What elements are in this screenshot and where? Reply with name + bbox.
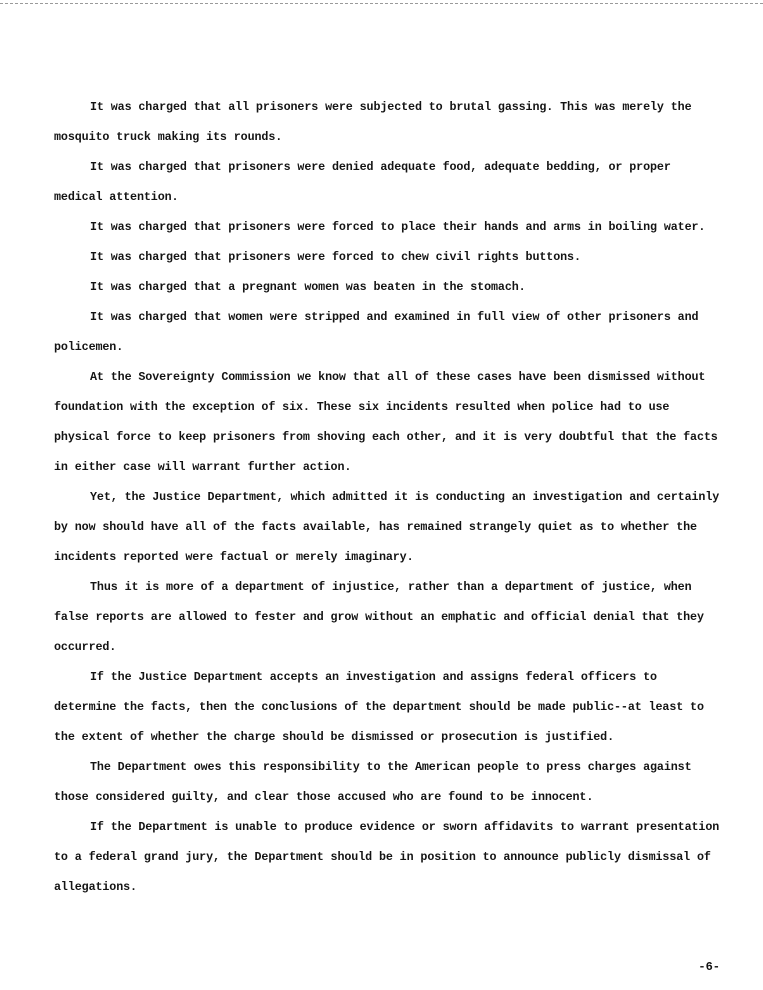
paragraph-stripped: It was charged that women were stripped and examined in full view of other prisoners and policemen. [54,310,699,354]
page-top-edge [0,0,763,4]
paragraph-injustice: Thus it is more of a department of injustice, rather than a department of justice, when false reports are allowed to fester and grow without an emphatic and official denial that they occurred. [54,580,704,654]
page-number: -6- [698,960,720,974]
paragraph-responsibility: The Department owes this responsibility to the American people to press charges against those considered guilty, and clear those accused who are found to be innocent. [54,760,692,804]
paragraph-gassing: It was charged that all prisoners were subjected to brutal gassing. This was merely the mosquito truck making its rounds. [54,100,692,144]
paragraph-boiling-water: It was charged that prisoners were forced to place their hands and arms in boiling water. [90,220,706,234]
paragraph-food: It was charged that prisoners were denied adequate food, adequate bedding, or proper medical attention. [54,160,671,204]
document-body [54,92,726,902]
paragraph-sovereignty-commission: At the Sovereignty Commission we know that all of these cases have been dismissed without foundation with the exception of six. These six incidents resulted when police had to use physical force to keep prisoners from shoving each other, and it is very doubtful that the facts in either case will warrant further action. [54,370,718,474]
paragraph-justice-quiet: Yet, the Justice Department, which admitted it is conducting an investigation and certainly by now should have all of the facts available, has remained strangely quiet as to whether the incidents reported were factual or merely imaginary. [54,490,720,564]
paragraph-grand-jury: If the Department is unable to produce evidence or sworn affidavits to warrant presentation to a federal grand jury, the Department should be in position to announce publicly dismissal of allegations. [54,820,720,894]
paragraph-investigation: If the Justice Department accepts an investigation and assigns federal officers to determine the facts, then the conclusions of the department should be made public--at least to the extent of whether the charge should be dismissed or prosecution is justified. [54,670,704,744]
paragraph-buttons: It was charged that prisoners were forced to chew civil rights buttons. [90,250,581,264]
paragraph-pregnant-woman: It was charged that a pregnant women was beaten in the stomach. [90,280,526,294]
